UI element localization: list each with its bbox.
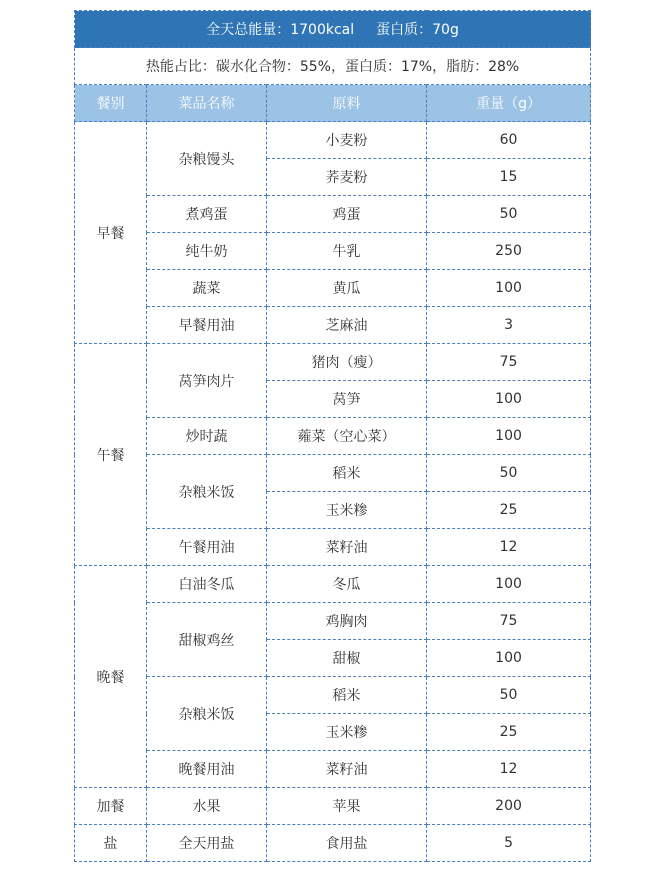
meal-cell: 盐: [75, 825, 147, 862]
table-row: [75, 566, 591, 603]
ingredient-cell: 芝麻油: [267, 307, 427, 344]
weight-cell: 100: [427, 418, 591, 455]
table-row: [75, 825, 591, 862]
weight-cell: 100: [427, 566, 591, 603]
ingredient-cell: 荞麦粉: [267, 159, 427, 196]
table-row: [75, 529, 591, 566]
table-row: [75, 233, 591, 270]
ingredient-cell: 牛乳: [267, 233, 427, 270]
table-row: [75, 751, 591, 788]
dish-name-cell: 杂粮米饭: [147, 455, 267, 529]
table-row: [75, 196, 591, 233]
table-row: [75, 344, 591, 381]
table-row: [75, 307, 591, 344]
column-header-weight: 重量（g）: [427, 85, 591, 122]
ingredient-cell: 鸡蛋: [267, 196, 427, 233]
ingredient-cell: 甜椒: [267, 640, 427, 677]
ingredient-cell: 黄瓜: [267, 270, 427, 307]
weight-cell: 100: [427, 270, 591, 307]
weight-cell: 200: [427, 788, 591, 825]
weight-cell: 50: [427, 455, 591, 492]
ingredient-cell: 蕹菜（空心菜）: [267, 418, 427, 455]
weight-cell: 50: [427, 196, 591, 233]
weight-cell: 50: [427, 677, 591, 714]
ingredient-cell: 玉米糁: [267, 714, 427, 751]
column-header-meal: 餐别: [75, 85, 147, 122]
ingredient-cell: 冬瓜: [267, 566, 427, 603]
weight-cell: 75: [427, 603, 591, 640]
weight-cell: 15: [427, 159, 591, 196]
weight-cell: 250: [427, 233, 591, 270]
ingredient-cell: 菜籽油: [267, 751, 427, 788]
dish-name-cell: 午餐用油: [147, 529, 267, 566]
ingredient-cell: 小麦粉: [267, 122, 427, 159]
table-row: [75, 122, 591, 159]
weight-cell: 3: [427, 307, 591, 344]
ingredient-cell: 莴笋: [267, 381, 427, 418]
diet-plan-table: [74, 10, 591, 862]
weight-cell: 75: [427, 344, 591, 381]
table-body: [75, 122, 591, 862]
table-row: [75, 788, 591, 825]
total-protein-label: 蛋白质：70g: [376, 22, 459, 38]
dish-name-cell: 纯牛奶: [147, 233, 267, 270]
weight-cell: 5: [427, 825, 591, 862]
energy-ratio-text: 热能占比：碳水化合物：55%，蛋白质：17%，脂肪：28%: [75, 48, 591, 85]
table-row: [75, 677, 591, 714]
dish-name-cell: 炒时蔬: [147, 418, 267, 455]
ingredient-cell: 猪肉（瘦）: [267, 344, 427, 381]
column-header-row: [75, 85, 591, 122]
weight-cell: 100: [427, 640, 591, 677]
ingredient-cell: 食用盐: [267, 825, 427, 862]
dish-name-cell: 煮鸡蛋: [147, 196, 267, 233]
weight-cell: 12: [427, 751, 591, 788]
meal-cell: 午餐: [75, 344, 147, 566]
meal-cell: 晚餐: [75, 566, 147, 788]
dish-name-cell: 莴笋肉片: [147, 344, 267, 418]
dish-name-cell: 白油冬瓜: [147, 566, 267, 603]
dish-name-cell: 杂粮馒头: [147, 122, 267, 196]
dish-name-cell: 甜椒鸡丝: [147, 603, 267, 677]
ingredient-cell: 鸡胸肉: [267, 603, 427, 640]
ingredient-cell: 稻米: [267, 455, 427, 492]
meal-cell: 早餐: [75, 122, 147, 344]
dish-name-cell: 蔬菜: [147, 270, 267, 307]
table-title-row: [75, 11, 591, 48]
ingredient-cell: 稻米: [267, 677, 427, 714]
dish-name-cell: 晚餐用油: [147, 751, 267, 788]
column-header-dish: 菜品名称: [147, 85, 267, 122]
weight-cell: 25: [427, 714, 591, 751]
weight-cell: 25: [427, 492, 591, 529]
table-title: [75, 11, 591, 48]
ingredient-cell: 玉米糁: [267, 492, 427, 529]
table-row: [75, 418, 591, 455]
ingredient-cell: 菜籽油: [267, 529, 427, 566]
dish-name-cell: 全天用盐: [147, 825, 267, 862]
table-row: [75, 455, 591, 492]
table-subtitle-row: [75, 48, 591, 85]
dish-name-cell: 杂粮米饭: [147, 677, 267, 751]
column-header-ingredient: 原料: [267, 85, 427, 122]
dish-name-cell: 水果: [147, 788, 267, 825]
weight-cell: 100: [427, 381, 591, 418]
weight-cell: 60: [427, 122, 591, 159]
table-row: [75, 603, 591, 640]
table-row: [75, 270, 591, 307]
meal-cell: 加餐: [75, 788, 147, 825]
ingredient-cell: 苹果: [267, 788, 427, 825]
dish-name-cell: 早餐用油: [147, 307, 267, 344]
weight-cell: 12: [427, 529, 591, 566]
total-energy-label: 全天总能量：1700kcal: [206, 22, 355, 38]
